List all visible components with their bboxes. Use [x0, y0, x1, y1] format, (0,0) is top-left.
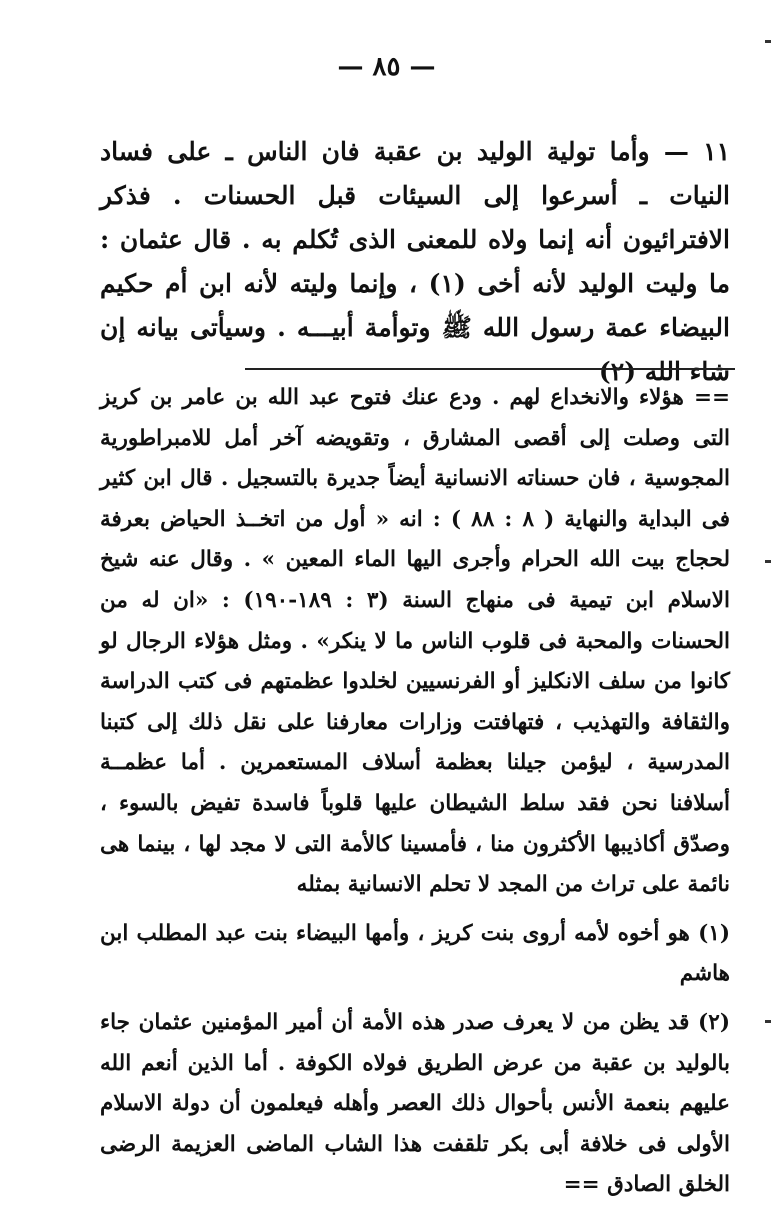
scan-mark	[765, 560, 771, 563]
footnote-1: (١) هو أخوه لأمه أروى بنت كريز ، وأمها البيضاء بنت عبد المطلب ابن هاشم	[100, 920, 730, 987]
scan-mark	[765, 40, 771, 43]
footnote-divider	[245, 368, 735, 370]
scan-mark	[765, 1020, 771, 1023]
main-text	[100, 130, 730, 394]
footnote-continuation: == هؤلاء والانخداع لهم . ودع عنك فتوح عبد الله بن عامر بن كريز التى وصلت إلى أقصى المشارق ، وتقويضه آخر أمل للامبراطورية المجوسية ، فان حسناته الانسانية أيضاً جديرة بالتسجيل . قال ابن كثير فى البداية والنهاية ( ٨ : ٨٨ ) : انه « أول من اتخــذ الحياض بعرفة لحجاج بيت الله الحرام وأجرى اليها الماء المعين » . وقال عنه شيخ الاسلام ابن تيمية فى منهاج السنة (٣ : ١٨٩-١٩٠) : «ان له من الحسنات والمحبة فى قلوب الناس ما لا ينكر» . ومثل هؤلاء الرجال لو كانوا من سلف الانكليز أو الفرنسيين لخلدوا عظمتهم فى كتب الدراسة والثقافة والتهذيب ، فتهافتت وزارات معارفنا على نقل ذلك إلى كتبنا المدرسية ، ليؤمن جيلنا بعظمة أسلاف المستعمرين . أما عظمــة أسلافنا نحن فقد سلط الشيطان عليها قلوباً فاسدة تفيض بالسوء ، وصدّق أكاذيبها الأكثرون منا ، فأمسينا كالأمة التى لا مجد لها ، بينما هى نائمة على تراث من المجد لا تحلم الانسانية بمثله	[100, 385, 730, 898]
footnotes	[100, 378, 730, 1206]
main-paragraph: ١١ — وأما تولية الوليد بن عقبة فان الناس ـ على فساد النيات ـ أسرعوا إلى السيئات قبل الحسنات . فذكر الافترائيون أنه إنما ولاه للمعنى الذى تُكلم به . قال عثمان : ما وليت الوليد لأنه أخى (١) ، وإنما وليته لأنه ابن أم حكيم البيضاء عمة رسول الله ﷺ وتوأمة أبيـــه . وسيأتى بيانه إن شاء الله (٢)	[100, 137, 730, 386]
page-number: — ٨٥ —	[337, 52, 436, 82]
footnote-2: (٢) قد يظن من لا يعرف صدر هذه الأمة أن أمير المؤمنين عثمان جاء بالوليد بن عقبة من عرض الطريق فولاه الكوفة . أما الذين أنعم الله عليهم بنعمة الأنس بأحوال ذلك العصر وأهله فيعلمون أن دولة الاسلام الأولى فى خلافة أبى بكر تلقفت هذا الشاب الماضى العزيمة الرضى الخلق الصادق ==	[100, 1009, 730, 1198]
